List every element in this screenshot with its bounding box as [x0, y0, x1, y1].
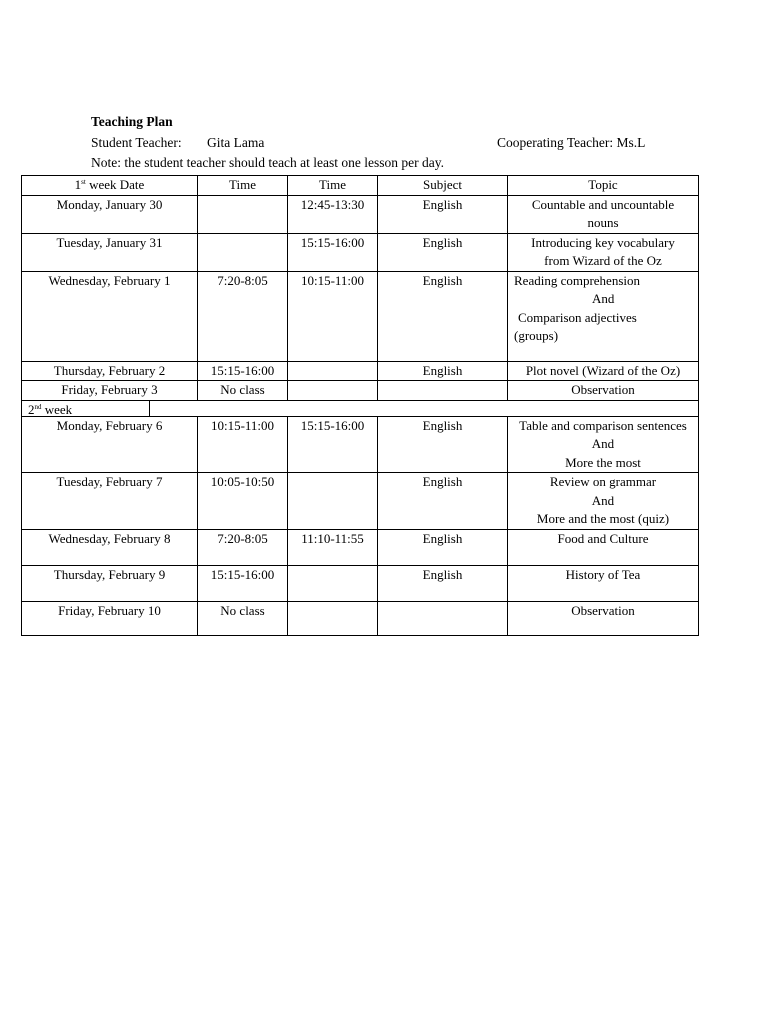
table-header-row: [22, 176, 699, 196]
cell-topic: Review on grammar And More and the most (quiz): [508, 473, 699, 530]
cell-topic: Reading comprehension And Comparison adjectives (groups): [508, 271, 699, 361]
cell-date: Wednesday, February 8: [22, 529, 198, 565]
cell-subject: English: [378, 271, 508, 361]
cell-date: Monday, January 30: [22, 195, 198, 233]
table-row: [22, 271, 699, 361]
cell-topic: Table and comparison sentences And More the most: [508, 416, 699, 473]
cell-time-2: 11:10-11:55: [288, 529, 378, 565]
cell-time-1: No class: [198, 381, 288, 401]
week-2-label-cell: [22, 400, 699, 416]
cell-date: Friday, February 10: [22, 601, 198, 635]
cooperating-teacher-label: Cooperating Teacher:: [497, 135, 614, 150]
table-row: [22, 601, 699, 635]
cell-time-1: [198, 195, 288, 233]
table-row: [22, 529, 699, 565]
cell-subject: English: [378, 233, 508, 271]
cell-topic: Plot novel (Wizard of the Oz): [508, 361, 699, 381]
cell-time-2: [288, 361, 378, 381]
table-row: [22, 361, 699, 381]
table-row: [22, 473, 699, 530]
cell-topic: Food and Culture: [508, 529, 699, 565]
cell-date: Thursday, February 2: [22, 361, 198, 381]
cell-subject: English: [378, 416, 508, 473]
cell-date: Thursday, February 9: [22, 565, 198, 601]
cell-date: Friday, February 3: [22, 381, 198, 401]
cell-topic: Introducing key vocabulary from Wizard of the Oz: [508, 233, 699, 271]
table-row: [22, 565, 699, 601]
header-week-date: 1st week Date: [22, 176, 198, 196]
cell-time-1: 7:20-8:05: [198, 529, 288, 565]
cell-subject: English: [378, 361, 508, 381]
cell-time-2: 15:15-16:00: [288, 416, 378, 473]
table-row: [22, 233, 699, 271]
divider: [149, 401, 150, 416]
header-topic: Topic: [508, 176, 699, 196]
header-time-2: Time: [288, 176, 378, 196]
cell-subject: English: [378, 529, 508, 565]
teaching-plan-table: [21, 175, 699, 636]
student-teacher-name: Gita Lama: [207, 135, 265, 150]
week-2-label: 2nd week: [28, 401, 73, 416]
table-row: [22, 381, 699, 401]
cell-topic: Countable and uncountable nouns: [508, 195, 699, 233]
cell-time-2: [288, 381, 378, 401]
cell-time-1: No class: [198, 601, 288, 635]
cell-time-2: [288, 473, 378, 530]
cell-subject: English: [378, 565, 508, 601]
cell-time-1: 10:05-10:50: [198, 473, 288, 530]
cooperating-teacher-name: Ms.L: [616, 135, 646, 150]
cell-topic: Observation: [508, 381, 699, 401]
cell-time-2: [288, 565, 378, 601]
cell-time-2: 15:15-16:00: [288, 233, 378, 271]
header-subject: Subject: [378, 176, 508, 196]
cell-topic: Observation: [508, 601, 699, 635]
cell-time-1: [198, 233, 288, 271]
cell-time-2: 12:45-13:30: [288, 195, 378, 233]
cell-time-1: 10:15-11:00: [198, 416, 288, 473]
cell-date: Wednesday, February 1: [22, 271, 198, 361]
week-2-row: [22, 400, 699, 416]
table-row: [22, 195, 699, 233]
cell-date: Tuesday, January 31: [22, 233, 198, 271]
cell-time-1: 7:20-8:05: [198, 271, 288, 361]
cell-subject: [378, 601, 508, 635]
note-text: Note: the student teacher should teach at least one lesson per day.: [91, 155, 445, 170]
table-row: [22, 416, 699, 473]
cooperating-teacher: [497, 135, 645, 151]
cell-subject: [378, 381, 508, 401]
cell-subject: English: [378, 195, 508, 233]
header-time-1: Time: [198, 176, 288, 196]
student-teacher-label: Student Teacher:: [91, 135, 182, 150]
cell-topic: History of Tea: [508, 565, 699, 601]
cell-date: Tuesday, February 7: [22, 473, 198, 530]
cell-time-1: 15:15-16:00: [198, 361, 288, 381]
cell-time-1: 15:15-16:00: [198, 565, 288, 601]
cell-subject: English: [378, 473, 508, 530]
cell-time-2: [288, 601, 378, 635]
cell-time-2: 10:15-11:00: [288, 271, 378, 361]
page-title: Teaching Plan: [91, 114, 173, 129]
cell-date: Monday, February 6: [22, 416, 198, 473]
